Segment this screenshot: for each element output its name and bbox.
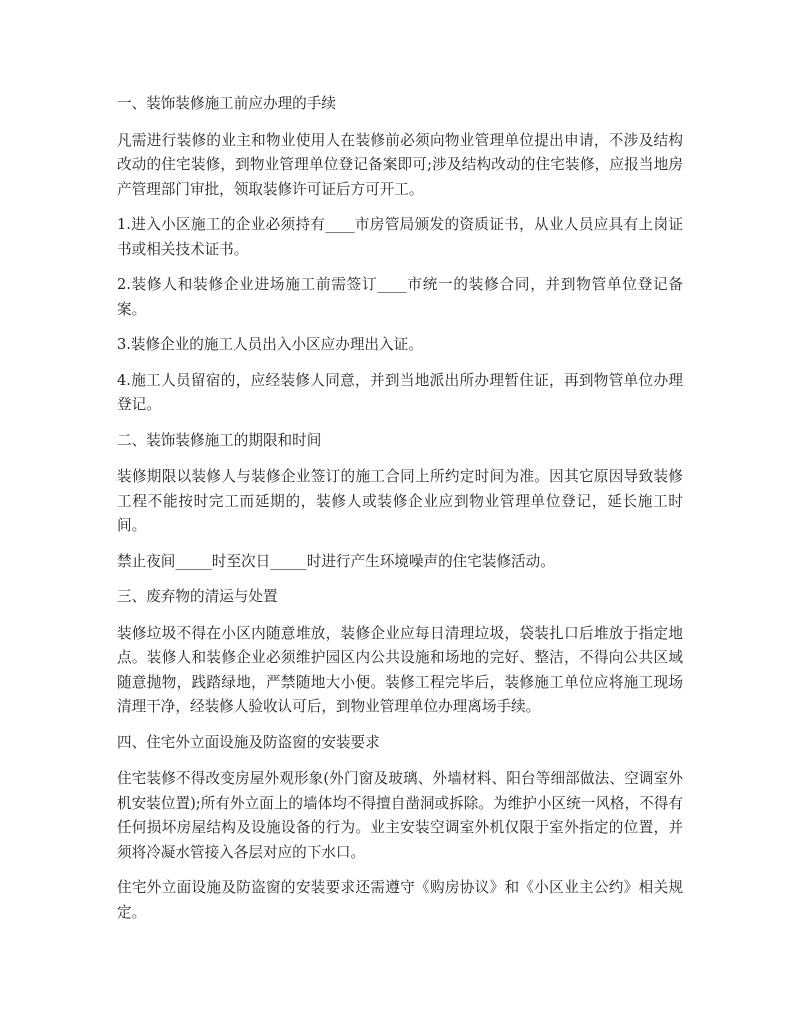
section-3-heading: 三、废弃物的清运与处置 bbox=[117, 588, 278, 605]
document-page bbox=[117, 92, 683, 936]
section-2-paragraph-2: 禁止夜间_____时至次日_____时进行产生环境噪声的住宅装修活动。 bbox=[117, 552, 555, 570]
section-1-paragraph-2: 1.进入小区施工的企业必须持有____市房管局颁发的资质证书，从业人员应具有上岗证书或相关技术证书。 bbox=[117, 216, 683, 258]
section-3-paragraph-1: 装修垃圾不得在小区内随意堆放，装修企业应每日清理垃圾，袋装扎口后堆放于指定地点。装修人和装修企业必须维护园区内公共设施和场地的完好、整洁，不得向公共区域随意抛物，践踏绿地，严禁随地大小便。装修工程完毕后，装修施工单位应将施工现场清理干净，经装修人验收认可后，到物业管理单位办理离场手续。 bbox=[117, 624, 683, 715]
section-2-heading: 二、装饰装修施工的期限和时间 bbox=[117, 431, 322, 449]
section-2-paragraph-1: 装修期限以装修人与装修企业签订的施工合同上所约定时间为准。因其它原因导致装修工程不能按时完工而延期的，装修人或装修企业应到物业管理单位登记，延长施工时间。 bbox=[117, 468, 683, 534]
section-4-paragraph-1: 住宅装修不得改变房屋外观形象(外门窗及玻璃、外墙材料、阳台等细部做法、空调室外机安装位置);所有外立面上的墙体均不得擅自凿洞或拆除。为维护小区统一风格，不得有任何损坏房屋结构及设施设备的行为。业主安装空调室外机仅限于室外指定的位置，并须将冷凝水管接入各层对应的下水口。 bbox=[117, 770, 683, 861]
section-1-heading: 一、装饰装修施工前应办理的手续 bbox=[117, 95, 336, 112]
section-1-paragraph-3: 2.装修人和装修企业进场施工前需签订____市统一的装修合同，并到物管单位登记备案。 bbox=[117, 276, 683, 318]
section-1-paragraph-4: 3.装修企业的施工人员出入小区应办理出入证。 bbox=[117, 336, 423, 353]
section-4-heading: 四、住宅外立面设施及防盗窗的安装要求 bbox=[117, 733, 380, 751]
section-1-paragraph-1: 凡需进行装修的业主和物业使用人在装修前必须向物业管理单位提出申请，不涉及结构改动的住宅装修，到物业管理单位登记备案即可;涉及结构改动的住宅装修，应报当地房产管理部门审批，领取装修许可证后方可开工。 bbox=[117, 131, 683, 198]
section-4-paragraph-2: 住宅外立面设施及防盗窗的安装要求还需遵守《购房协议》和《小区业主公约》相关规定。 bbox=[117, 879, 683, 921]
section-1-paragraph-5: 4.施工人员留宿的，应经装修人同意，并到当地派出所办理暂住证，再到物管单位办理登记。 bbox=[117, 371, 683, 413]
